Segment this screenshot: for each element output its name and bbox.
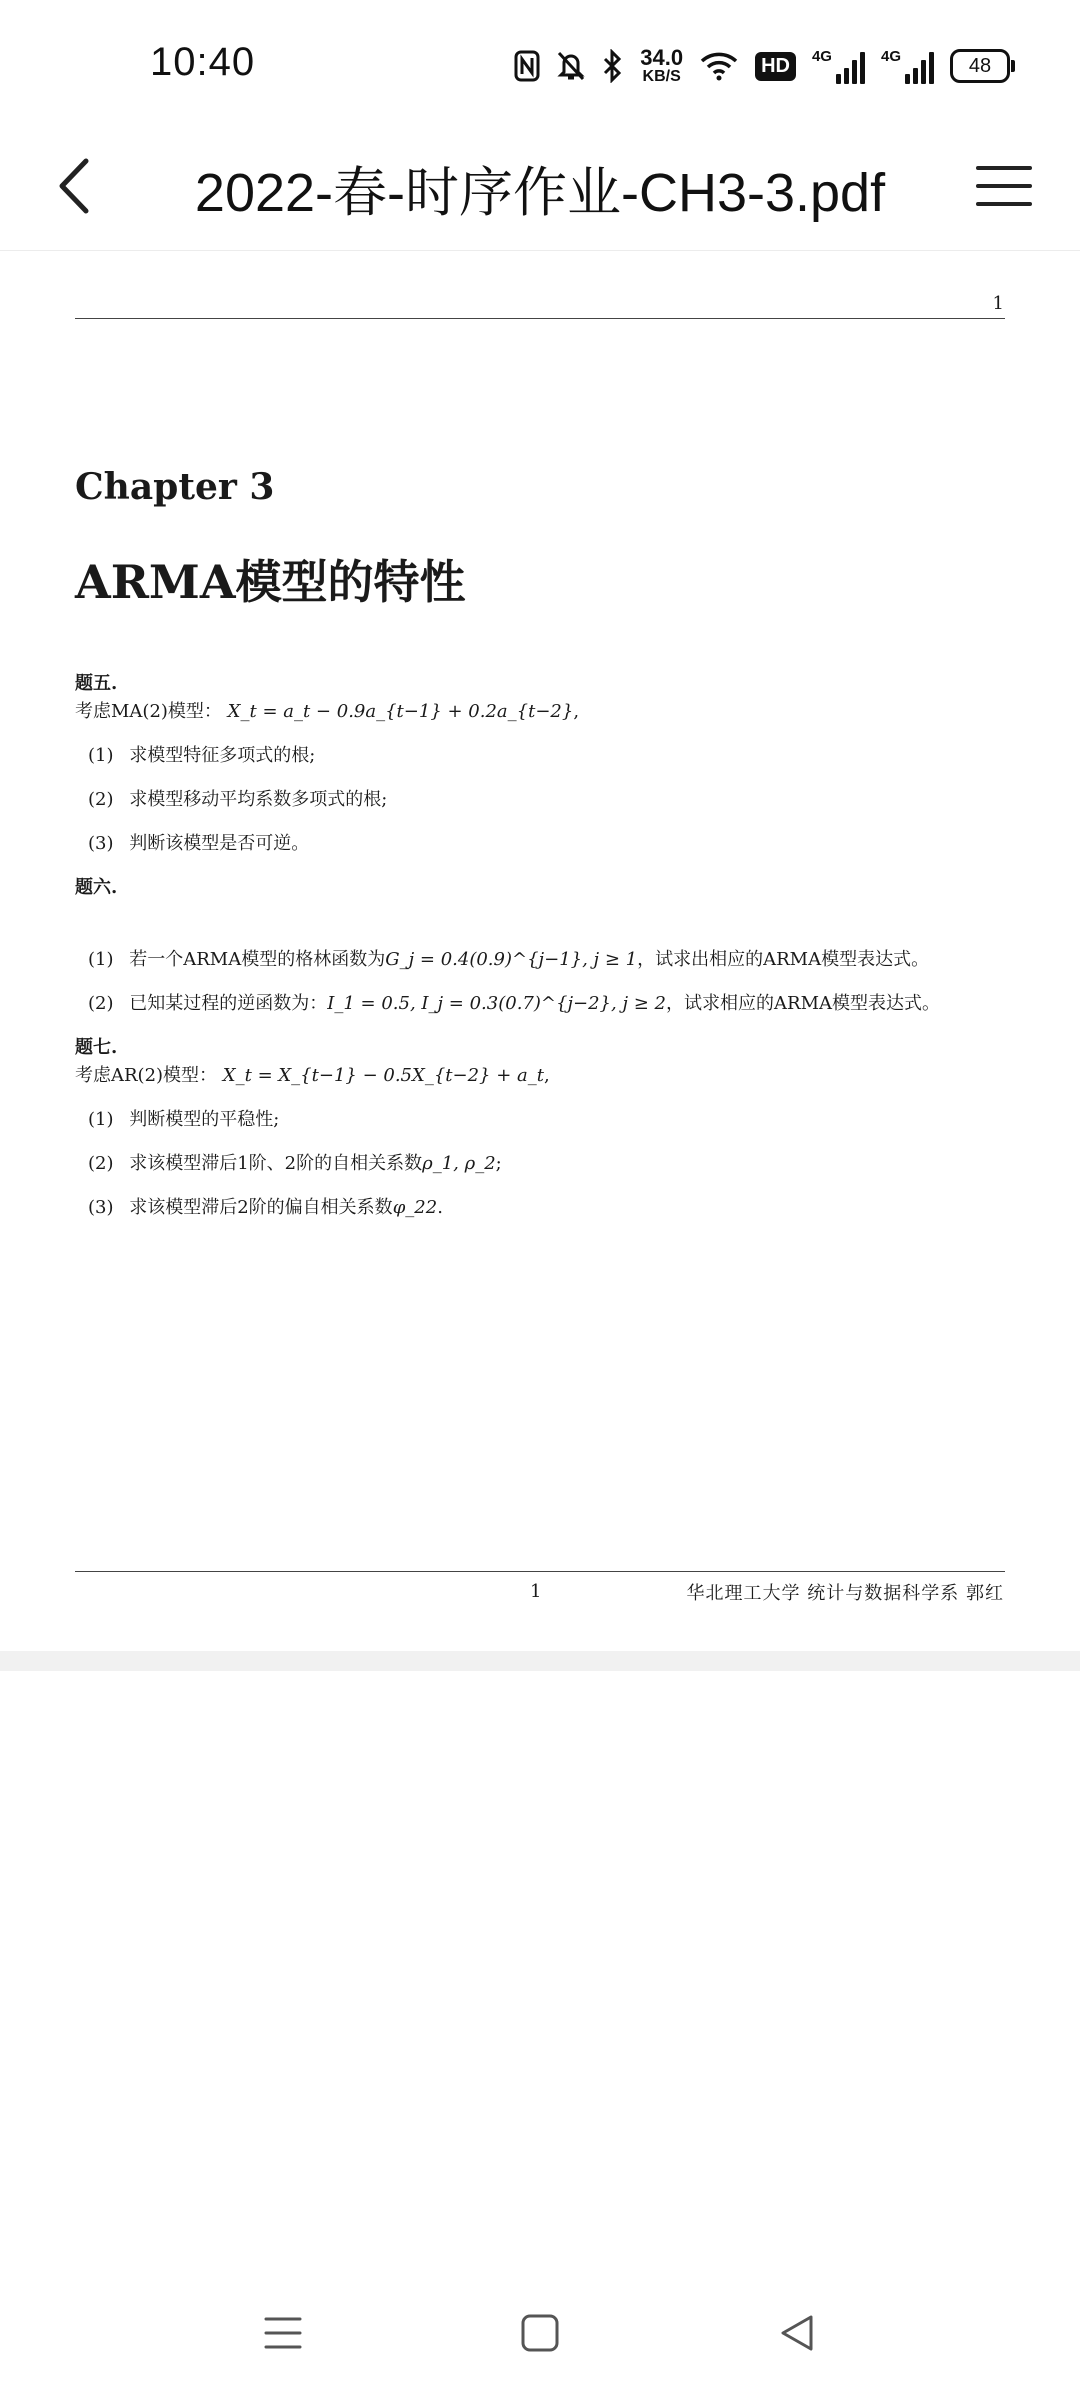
status-bar bbox=[0, 0, 1080, 130]
q5-item-2 bbox=[88, 785, 387, 811]
pdf-page bbox=[0, 251, 1080, 1651]
hd-badge: HD bbox=[755, 52, 796, 81]
q7-item-2 bbox=[88, 1149, 502, 1175]
q7-item-1 bbox=[88, 1105, 279, 1131]
q5-heading: 题五. bbox=[75, 673, 118, 694]
bluetooth-icon bbox=[602, 49, 624, 83]
footer-institution: 华北理工大学 统计与数据科学系 郭红 bbox=[686, 1583, 1004, 1604]
signal-icon bbox=[812, 48, 865, 84]
q6-item-2-suffix: ，试求相应的ARMA模型表达式。 bbox=[666, 993, 940, 1014]
status-time: 10:40 bbox=[150, 40, 256, 84]
signal2-label: 4G bbox=[880, 48, 901, 65]
hamburger-menu-icon bbox=[975, 164, 1033, 212]
back-triangle-icon bbox=[777, 2313, 817, 2357]
q6-item-2-text: 已知某过程的逆函数为： bbox=[129, 993, 328, 1014]
q6-item-1-num: (1) bbox=[88, 949, 114, 970]
recent-apps-icon bbox=[263, 2313, 303, 2357]
q5-item-3 bbox=[88, 829, 309, 855]
q5-item-1-text: 求模型特征多项式的根; bbox=[129, 745, 316, 766]
home-icon bbox=[520, 2313, 560, 2357]
page-gap bbox=[0, 1651, 1080, 1671]
q5-item-3-num: (3) bbox=[88, 833, 114, 854]
menu-button[interactable] bbox=[964, 150, 1044, 226]
q7-item-1-text: 判断模型的平稳性; bbox=[129, 1109, 280, 1130]
q6-item-2-formula: I_1 = 0.5, I_j = 0.3(0.7)^{j−2}, j ≥ 2 bbox=[327, 993, 667, 1014]
nav-back-button[interactable] bbox=[762, 2300, 832, 2370]
signal-icon-2 bbox=[881, 48, 934, 84]
q6-item-1 bbox=[88, 945, 929, 971]
q7-item-1-num: (1) bbox=[88, 1109, 114, 1130]
pdf-viewer[interactable] bbox=[0, 251, 1080, 1651]
nfc-icon bbox=[514, 50, 540, 82]
battery-level: 48 bbox=[968, 54, 992, 77]
header-page-number: 1 bbox=[992, 293, 1004, 314]
q5-item-1 bbox=[88, 741, 315, 767]
q7-item-3-suffix: . bbox=[437, 1197, 443, 1218]
home-button[interactable] bbox=[505, 2300, 575, 2370]
q6-item-2 bbox=[88, 989, 940, 1015]
q7-item-3-num: (3) bbox=[88, 1197, 114, 1218]
q5-item-1-num: (1) bbox=[88, 745, 114, 766]
q5-intro: 考虑MA(2)模型： X_t = a_t − 0.9a_{t−1} + 0.2a_{t−2}, bbox=[75, 701, 580, 722]
footer-page-number: 1 bbox=[530, 1581, 542, 1602]
app-bar bbox=[0, 130, 1080, 251]
net-speed bbox=[640, 47, 683, 85]
q6-item-1-formula: G_j = 0.4(0.9)^{j−1}, j ≥ 1 bbox=[385, 949, 638, 970]
net-speed-unit: KB/S bbox=[642, 68, 681, 85]
recent-apps-button[interactable] bbox=[248, 2300, 318, 2370]
q7-intro-formula: X_t = X_{t−1} − 0.5X_{t−2} + a_t bbox=[222, 1065, 544, 1086]
q7-item-2-num: (2) bbox=[88, 1153, 114, 1174]
battery-icon bbox=[950, 49, 1010, 83]
q7-item-2-suffix: ; bbox=[495, 1153, 502, 1174]
mute-bell-icon bbox=[556, 50, 586, 82]
q7-item-2-formula: ρ_1, ρ_2 bbox=[422, 1153, 496, 1174]
chapter-label: Chapter 3 bbox=[75, 466, 275, 508]
q6-item-2-num: (2) bbox=[88, 993, 114, 1014]
q7-item-3 bbox=[88, 1193, 443, 1219]
footer-rule bbox=[75, 1571, 1005, 1572]
header-rule bbox=[75, 318, 1005, 319]
status-icons bbox=[514, 44, 1010, 88]
q7-intro: 考虑AR(2)模型： X_t = X_{t−1} − 0.5X_{t−2} + a_t, bbox=[75, 1065, 550, 1086]
q5-intro-formula: X_t = a_t − 0.9a_{t−1} + 0.2a_{t−2} bbox=[227, 701, 574, 722]
q5-intro-text: 考虑MA(2)模型： bbox=[75, 701, 222, 722]
q6-heading: 题六. bbox=[75, 877, 118, 898]
chapter-title: ARMA模型的特性 bbox=[75, 555, 466, 609]
wifi-icon bbox=[699, 51, 739, 81]
system-nav-bar bbox=[0, 2270, 1080, 2400]
q7-item-3-text: 求该模型滞后2阶的偏自相关系数 bbox=[129, 1197, 393, 1218]
q7-heading: 题七. bbox=[75, 1037, 118, 1058]
q5-item-3-text: 判断该模型是否可逆。 bbox=[129, 833, 310, 854]
chevron-left-icon bbox=[54, 156, 94, 220]
signal1-label: 4G bbox=[811, 48, 832, 65]
q5-item-2-num: (2) bbox=[88, 789, 114, 810]
back-button[interactable] bbox=[36, 150, 112, 226]
q6-item-1-text: 若一个ARMA模型的格林函数为 bbox=[129, 949, 386, 970]
net-speed-value: 34.0 bbox=[640, 45, 684, 70]
document-title: 2022-春-时序作业-CH3-3.pdf bbox=[194, 163, 886, 223]
q7-item-3-formula: φ_22 bbox=[392, 1197, 438, 1218]
q6-item-1-suffix: ，试求出相应的ARMA模型表达式。 bbox=[637, 949, 930, 970]
q7-item-2-text: 求该模型滞后1阶、2阶的自相关系数 bbox=[129, 1153, 423, 1174]
q5-item-2-text: 求模型移动平均系数多项式的根; bbox=[129, 789, 388, 810]
q7-intro-text: 考虑AR(2)模型： bbox=[75, 1065, 218, 1086]
